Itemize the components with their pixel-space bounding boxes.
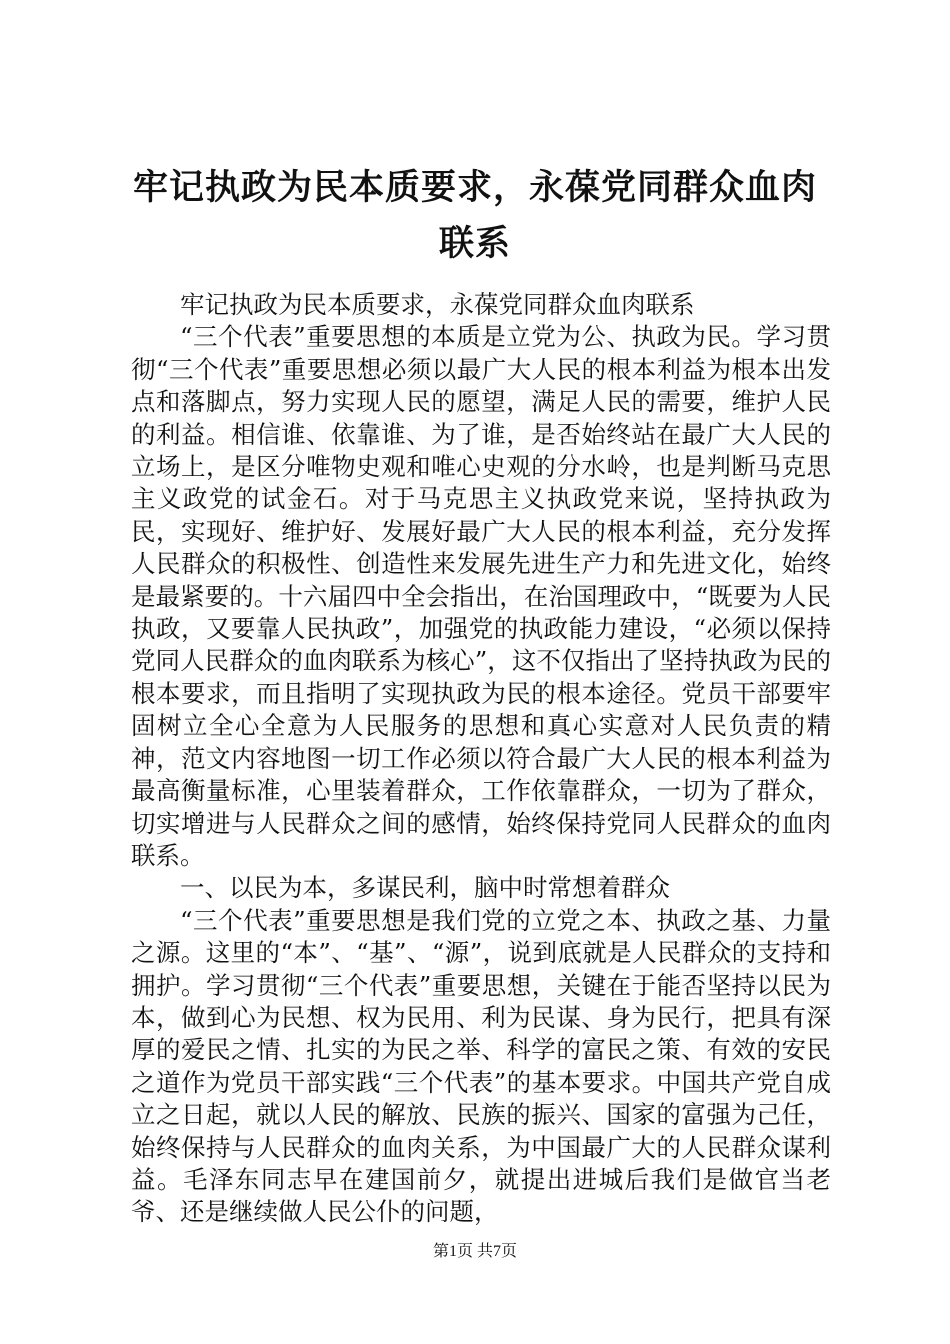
section-heading-1: 一、以民为本，多谋民利，脑中时常想着群众 (180, 873, 670, 903)
page-number-footer: 第1页 共7页 (432, 1243, 517, 1260)
paragraph-section-1: “三个代表”重要思想是我们党的立党之本、执政之基、力量之源。这里的“本”、“基”、“源”，说到底就是人民群众的支持和拥护。学习贯彻“三个代表”重要思想，关键在于能否坚持以民为本，做到心为民想、权为民用、利为民谋、身为民行，把具有深厚的爱民之情、扎实的为民之举、科学的富民之策、有效的安民之道作为党员干部实践“三个代表”的基本要求。中国共产党自成立之日起，就以人民的解放、民族的振兴、国家的富强为己任，始终保持与人民群众的血肉关系，为中国最广大的人民群众谋利益。毛泽东同志早在建国前夕，就提出进城后我们是做官当老爷、还是继续做人民公仆的问题， (131, 905, 831, 1227)
document-title: 牢记执政为民本质要求，永葆党同群众血肉联系 (132, 167, 817, 264)
paragraph-intro: “三个代表”重要思想的本质是立党为公、执政为民。学习贯彻“三个代表”重要思想必须以最广大人民的根本利益为根本出发点和落脚点，努力实现人民的愿望，满足人民的需要，维护人民的利益。相信谁、依靠谁、为了谁，是否始终站在最广大人民的立场上，是区分唯物史观和唯心史观的分水岭，也是判断马克思主义政党的试金石。对于马克思主义执政党来说，坚持执政为民，实现好、维护好、发展好最广大人民的根本利益，充分发挥人民群众的积极性、创造性来发展先进生产力和先进文化，始终是最紧要的。十六届四中全会指出，在治国理政中，“既要为人民执政，又要靠人民执政”，加强党的执政能力建设，“必须以保持党同人民群众的血肉联系为核心”，这不仅指出了坚持执政为民的根本要求，而且指明了实现执政为民的根本途径。党员干部要牢固树立全心全意为人民服务的思想和真心实意对人民负责的精神，范文内容地图一切工作必须以符合最广大人民的根本利益为最高衡量标准，心里装着群众，工作依靠群众，一切为了群众，切实增进与人民群众之间的感情，始终保持党同人民群众的血肉联系。 (131, 322, 831, 870)
document-body (131, 289, 831, 1229)
paragraph-heading-repeat: 牢记执政为民本质要求，永葆党同群众血肉联系 (180, 290, 695, 319)
